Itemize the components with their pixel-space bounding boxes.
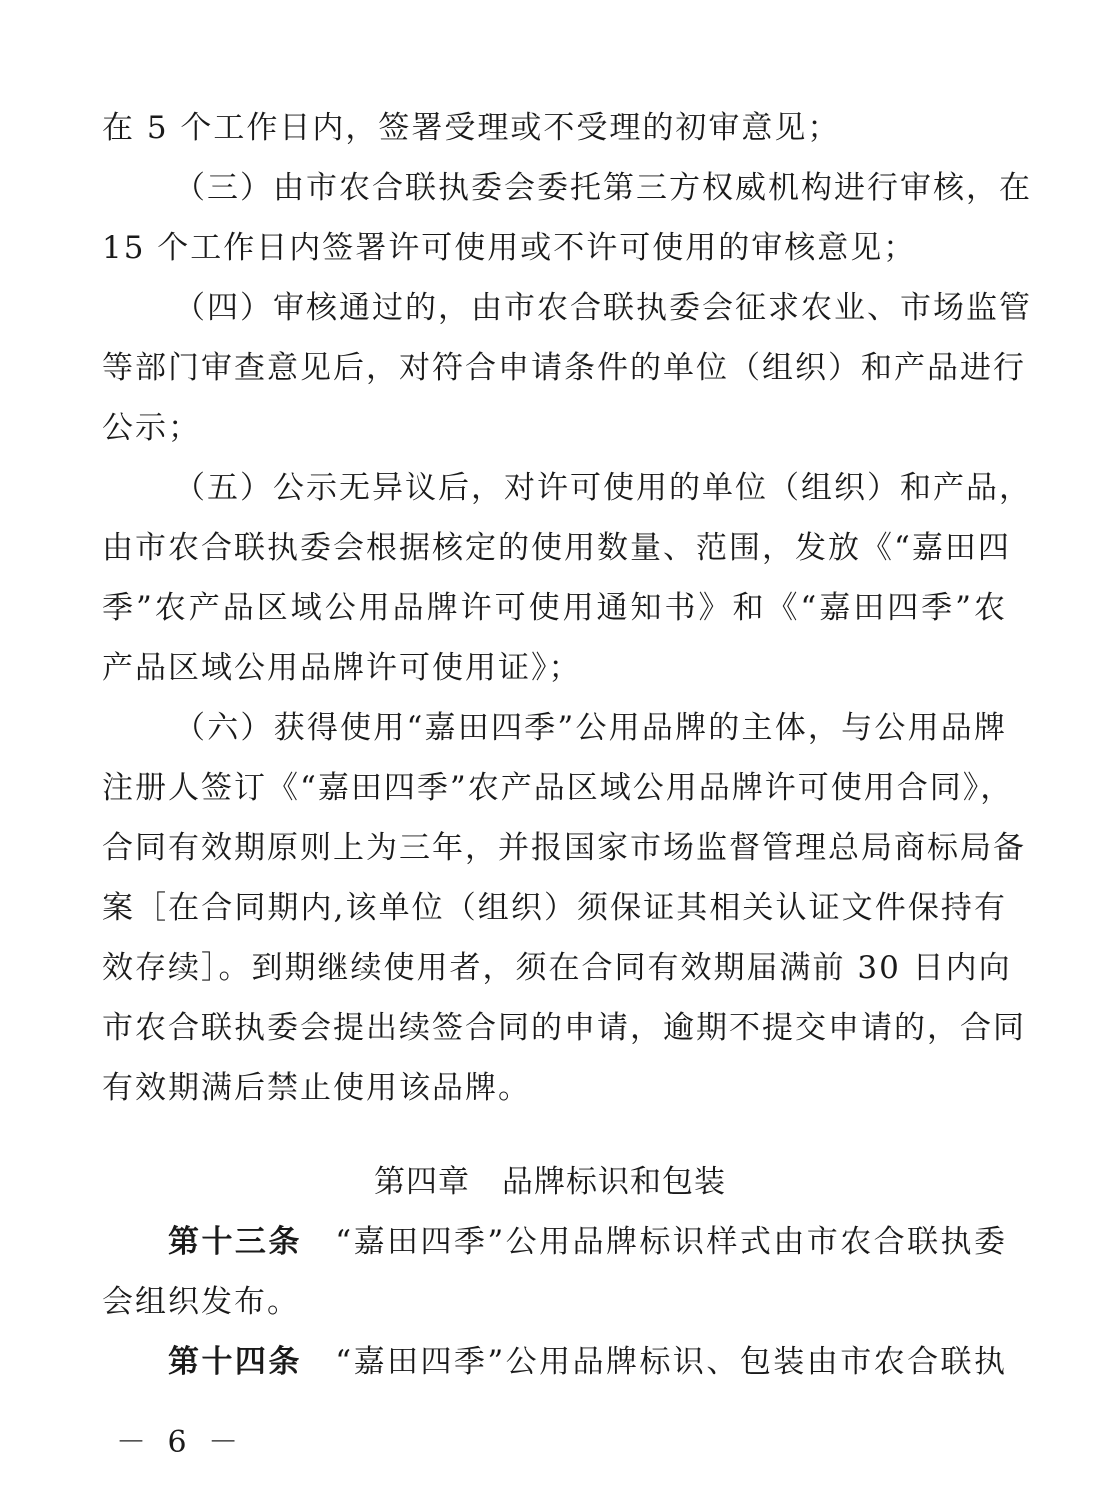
text-line: 有效期满后禁止使用该品牌。 (102, 1070, 531, 1106)
text-line: 由市农合联执委会根据核定的使用数量、范围，发放《“嘉田四 (102, 530, 1011, 566)
text-line: （四）审核通过的，由市农合联执委会征求农业、市场监管 (174, 290, 1032, 326)
article-13-line (168, 1222, 1007, 1262)
text-line: 公示； (102, 410, 201, 446)
text-line: 等部门审查意见后，对符合申请条件的单位（组织）和产品进行 (102, 350, 1026, 386)
article-14-text: “嘉田四季”公用品牌标识、包装由市农合联执 (335, 1344, 1007, 1380)
article-14-label: 第十四条 (168, 1344, 302, 1380)
text-line: （三）由市农合联执委会委托第三方权威机构进行审核，在 (174, 170, 1032, 206)
text-line: 在 5 个工作日内，签署受理或不受理的初审意见； (102, 110, 841, 146)
text-line: 效存续］。到期继续使用者，须在合同有效期届满前 30 日内向 (102, 950, 1012, 986)
text-line: 合同有效期原则上为三年，并报国家市场监督管理总局商标局备 (102, 830, 1026, 866)
text-line: 注册人签订《“嘉田四季”农产品区域公用品牌许可使用合同》， (102, 770, 1014, 806)
article-13-text: “嘉田四季”公用品牌标识样式由市农合联执委 (335, 1224, 1007, 1260)
article-14-gap (302, 1344, 335, 1380)
page-number: － 6 － (116, 1425, 245, 1460)
text-line: 案［在合同期内,该单位（组织）须保证其相关认证文件保持有 (102, 890, 1007, 926)
article-13-label: 第十三条 (168, 1224, 302, 1260)
text-line: （五）公示无异议后，对许可使用的单位（组织）和产品， (174, 470, 1032, 506)
text-line: 产品区域公用品牌许可使用证》； (102, 650, 582, 686)
text-line: 15 个工作日内签署许可使用或不许可使用的审核意见； (102, 230, 917, 266)
article-13-continuation: 会组织发布。 (102, 1284, 300, 1320)
article-14-line (168, 1342, 1007, 1382)
article-13-gap (302, 1224, 335, 1260)
text-line: 季”农产品区域公用品牌许可使用通知书》和《“嘉田四季”农 (102, 590, 1007, 626)
text-line: 市农合联执委会提出续签合同的申请，逾期不提交申请的，合同 (102, 1010, 1026, 1046)
text-line: （六）获得使用“嘉田四季”公用品牌的主体，与公用品牌 (174, 710, 1007, 746)
chapter-heading: 第四章 品牌标识和包装 (374, 1164, 726, 1200)
